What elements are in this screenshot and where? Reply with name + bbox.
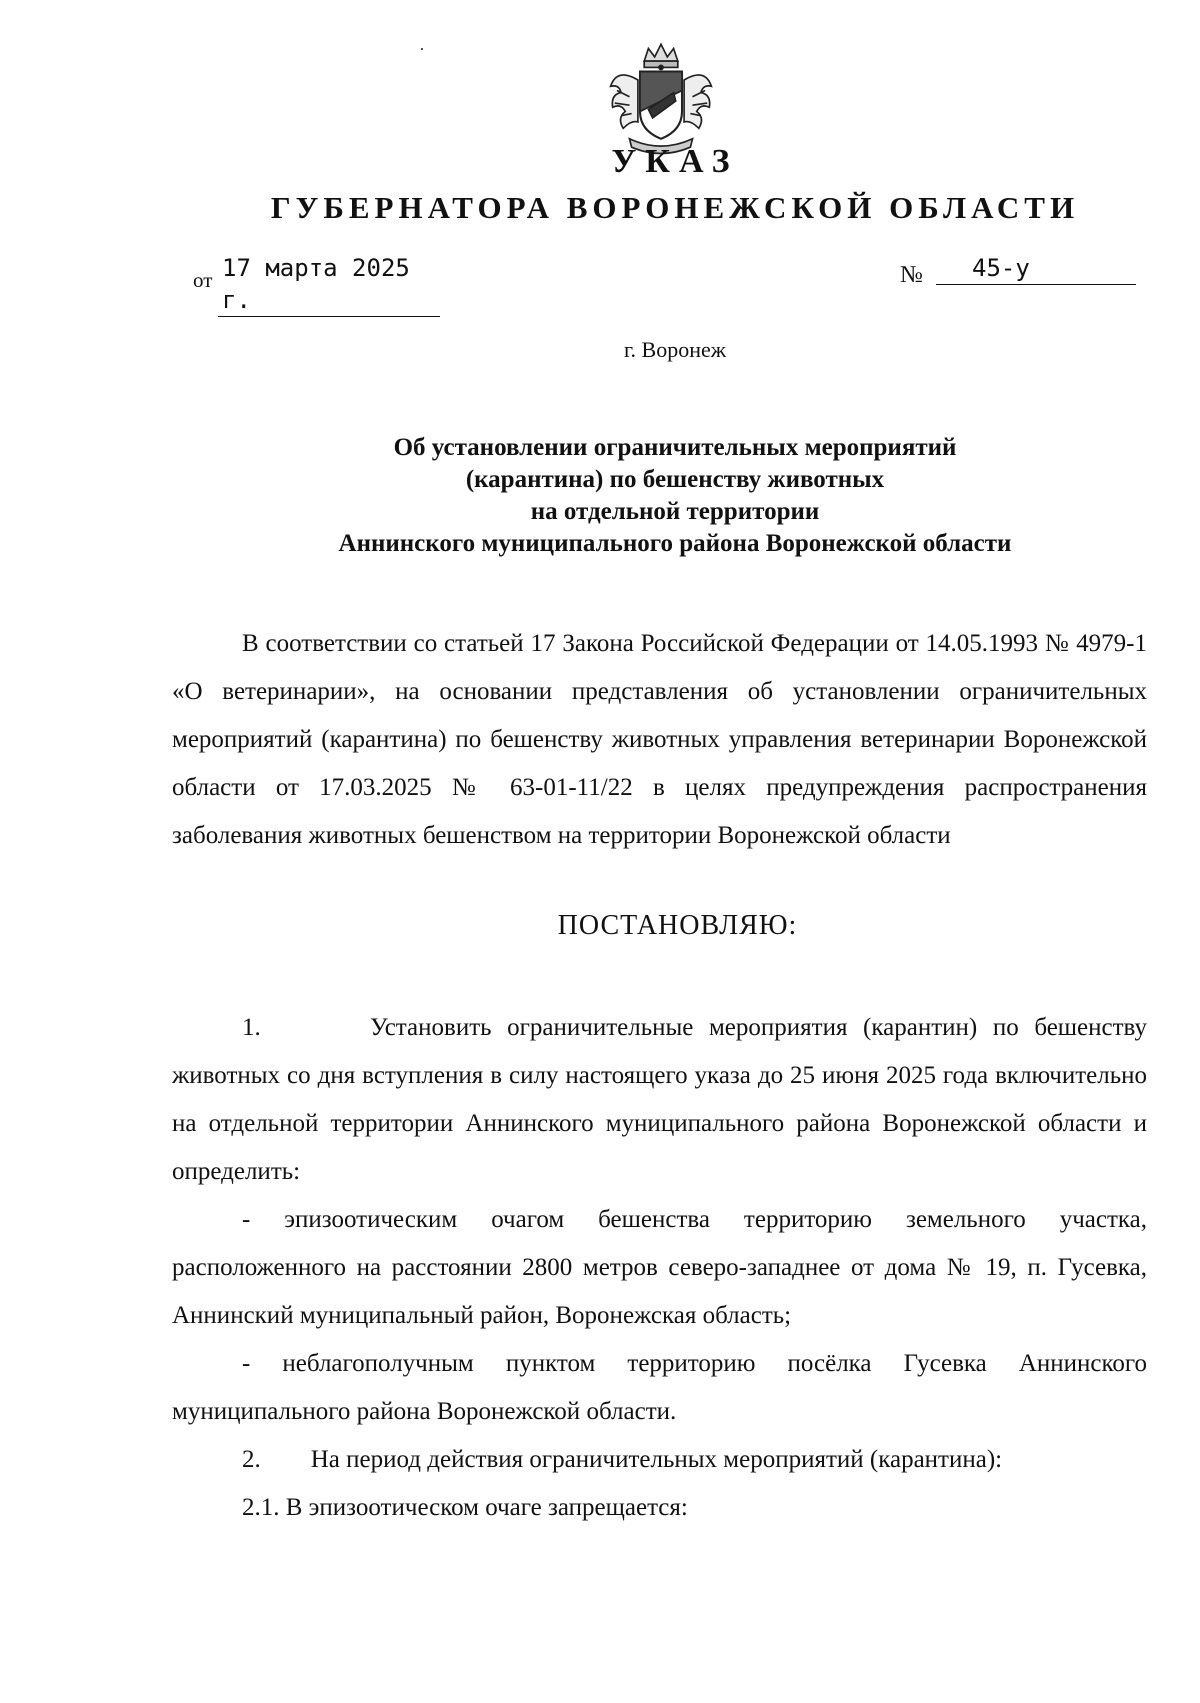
document-date: 17 марта 2025 г.	[218, 252, 440, 317]
document-subject	[0, 432, 1200, 560]
items-block	[172, 1004, 1147, 1532]
item-1-sub-1: - эпизоотическим очагом бешенства территорию земельного участка, расположенного на расстоянии 2800 метров северо-западнее от дома № 19, п. Гусевка, Аннинский муниципальный район, Воронежская область;	[172, 1206, 1147, 1329]
item-2-1: 2.1. В эпизоотическом очаге запрещается:	[242, 1494, 688, 1521]
subject-line: на отдельной территории	[530, 498, 820, 525]
document-city: г. Воронеж	[624, 337, 726, 362]
subject-line: (карантина) по бешенству животных	[465, 466, 885, 493]
subject-line: Аннинского муниципального района Воронежской области	[338, 530, 1012, 557]
document-number: 45-у	[936, 252, 1136, 285]
item-text: На период действия ограничительных мероприятий (карантина):	[310, 1446, 1003, 1473]
preamble-paragraph: В соответствии со статьей 17 Закона Российской Федерации от 14.05.1993 № 4979-1 «О ветеринарии», на основании представления об установлении ограничительных мероприятий (карантина) по бешенству животных управления ветеринарии Воронежской области от 17.03.2025 № 63-01-11/22 в целях предупреждения распространения заболевания животных бешенством на территории Воронежской области	[172, 630, 1147, 849]
decree-word: ПОСТАНОВЛЯЮ:	[557, 910, 798, 941]
item-2	[172, 1436, 1147, 1484]
preamble-block	[172, 620, 1147, 860]
document-title: УКАЗ	[611, 143, 739, 180]
item-number: 1.	[242, 1014, 261, 1041]
document-issuer: ГУБЕРНАТОРА ВОРОНЕЖСКОЙ ОБЛАСТИ	[270, 190, 1080, 225]
item-1-sub-2: - неблагополучным пунктом территорию посёлка Гусевка Аннинского муниципального района Воронежской области.	[172, 1350, 1147, 1425]
scan-speck	[421, 48, 423, 50]
number-prefix-label: №	[900, 262, 923, 288]
subject-line: Об установлении ограничительных мероприятий	[393, 434, 957, 461]
item-text: Установить ограничительные мероприятия (карантин) по бешенству животных со дня вступления в силу настоящего указа до 25 июня 2025 года включительно на отдельной территории Аннинского муниципального района Воронежской области и определить:	[172, 1014, 1148, 1185]
item-1	[172, 1004, 1147, 1196]
item-number: 2.	[242, 1446, 261, 1473]
date-prefix-label: от	[193, 268, 213, 292]
